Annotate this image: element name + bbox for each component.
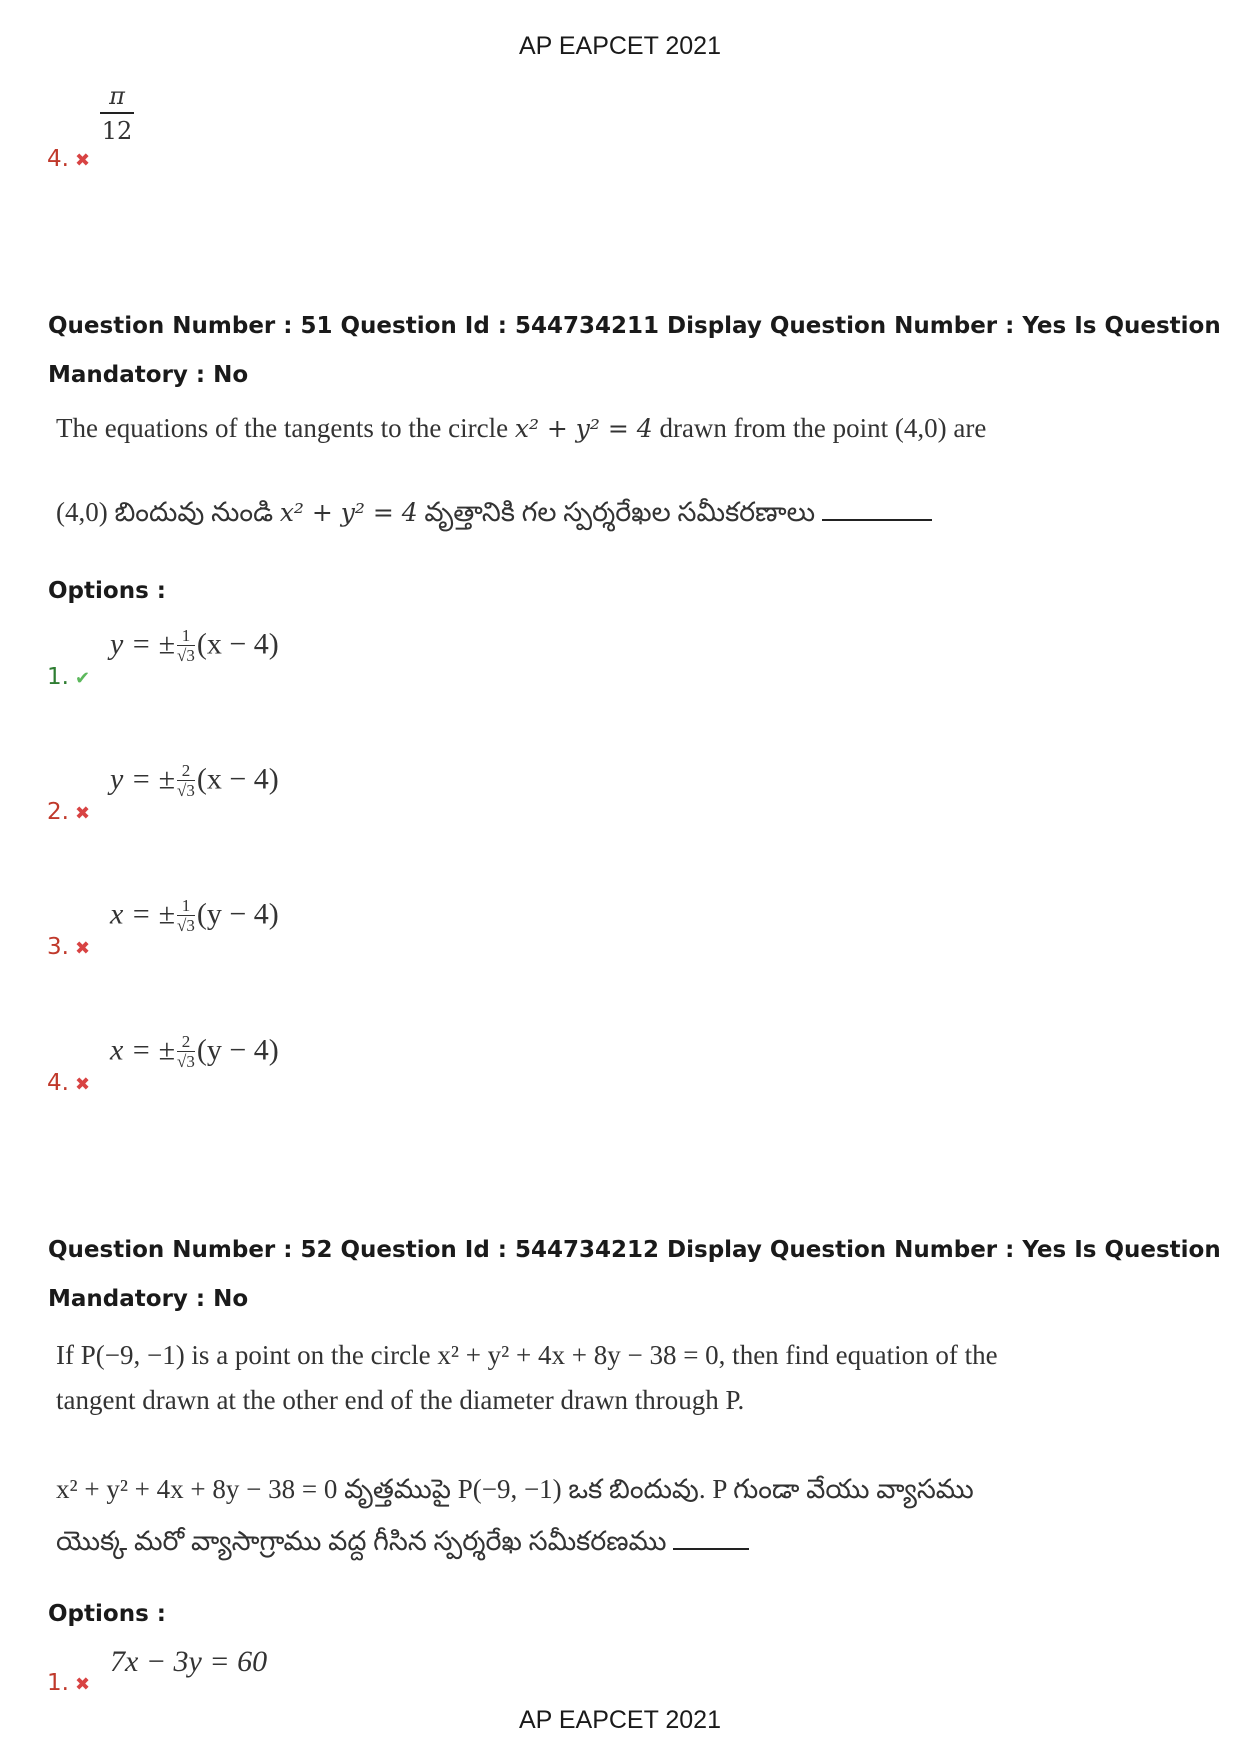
q52-options-label: Options :: [48, 1601, 166, 1627]
q52-option-1-expression: 7x − 3y = 60: [110, 1645, 268, 1678]
q51-option-2-expression: [110, 762, 279, 801]
wrong-mark-icon: ✖: [74, 150, 91, 171]
circle-equation: x² + y² = 4: [279, 498, 418, 527]
fraction-denominator: √3: [177, 1052, 195, 1071]
expr-rhs: (x − 4): [196, 627, 279, 661]
wrong-mark-icon: ✖: [74, 1674, 91, 1695]
fraction-numerator: 1: [177, 897, 195, 916]
expr-lhs: x = ±: [110, 1033, 176, 1067]
q52-option-1: [47, 1670, 90, 1696]
q52-header-line2: Mandatory : No: [48, 1286, 249, 1312]
q52-header-line1: Question Number : 52 Question Id : 544734212 Display Question Number : Yes Is Question: [48, 1237, 1221, 1263]
expr-rhs: (x − 4): [196, 762, 279, 796]
expr-rhs: (y − 4): [196, 897, 279, 931]
fraction-numerator: π: [100, 82, 134, 114]
fraction-numerator: 2: [177, 1033, 195, 1052]
fraction: [177, 897, 195, 936]
answer-blank: [673, 1548, 749, 1550]
fraction-denominator: 12: [101, 117, 133, 145]
q51-telugu-part1: (4,0) బిందువు నుండి: [56, 497, 280, 527]
q51-telugu-part2: వృత్తానికి గల స్పర్శరేఖల సమీకరణాలు: [417, 497, 816, 527]
wrong-mark-icon: ✖: [74, 1074, 91, 1095]
expr-lhs: y = ±: [110, 627, 176, 661]
q51-option-1: [47, 664, 90, 690]
q51-option-3: [47, 934, 90, 960]
answer-blank: [822, 519, 932, 521]
q51-option-1-expression: [110, 627, 279, 666]
option-number: 1.: [47, 664, 69, 690]
option-number: 2.: [47, 799, 69, 825]
prev-option-4-expression: [100, 82, 134, 146]
fraction-denominator: √3: [177, 916, 195, 935]
q52-question-telugu-line2: [56, 1526, 749, 1564]
expr-lhs: x = ±: [110, 897, 176, 931]
page-header: AP EAPCET 2021: [519, 32, 721, 60]
fraction-numerator: 2: [177, 762, 195, 781]
fraction-numerator: 1: [177, 627, 195, 646]
q51-text-part2: drawn from the point (4,0) are: [652, 413, 987, 443]
wrong-mark-icon: ✖: [74, 938, 91, 959]
q51-header-line1: Question Number : 51 Question Id : 544734211 Display Question Number : Yes Is Question: [48, 313, 1221, 339]
expr-lhs: y = ±: [110, 762, 176, 796]
q52-question-english-line2: tangent drawn at the other end of the diameter drawn through P.: [56, 1385, 745, 1415]
q51-option-4-expression: [110, 1033, 279, 1072]
fraction-denominator: √3: [177, 646, 195, 665]
option-number: 3.: [47, 934, 69, 960]
correct-check-icon: ✔: [74, 668, 91, 689]
q52-question-english-line1: If P(−9, −1) is a point on the circle x² + y² + 4x + 8y − 38 = 0, then find equation of the: [56, 1340, 998, 1370]
fraction: [177, 762, 195, 801]
q51-text-part1: The equations of the tangents to the circle: [56, 413, 515, 443]
q51-question-telugu: [56, 497, 932, 535]
q51-option-4: [47, 1070, 90, 1096]
fraction: [177, 627, 195, 666]
option-number: 4.: [47, 146, 69, 172]
prev-option-4: [47, 146, 90, 172]
q51-question-english: [56, 413, 986, 444]
q51-option-3-expression: [110, 897, 279, 936]
q52-telugu-text: యొక్క మరో వ్యాసాగ్రాము వద్ద గీసిన స్పర్శరేఖ సమీకరణము: [56, 1526, 667, 1556]
q52-question-telugu-line1: x² + y² + 4x + 8y − 38 = 0 వృత్తముపై P(−9, −1) ఒక బిందువు. P గుండా వేయు వ్యాసము: [56, 1474, 974, 1504]
q51-option-2: [47, 799, 90, 825]
page-footer: AP EAPCET 2021: [519, 1706, 721, 1734]
option-number: 1.: [47, 1670, 69, 1696]
fraction: [177, 1033, 195, 1072]
q51-header-line2: Mandatory : No: [48, 362, 249, 388]
circle-equation: x² + y² = 4: [514, 414, 653, 443]
expr-rhs: (y − 4): [196, 1033, 279, 1067]
option-number: 4.: [47, 1070, 69, 1096]
fraction-denominator: √3: [177, 781, 195, 800]
q51-options-label: Options :: [48, 578, 166, 604]
wrong-mark-icon: ✖: [74, 803, 91, 824]
